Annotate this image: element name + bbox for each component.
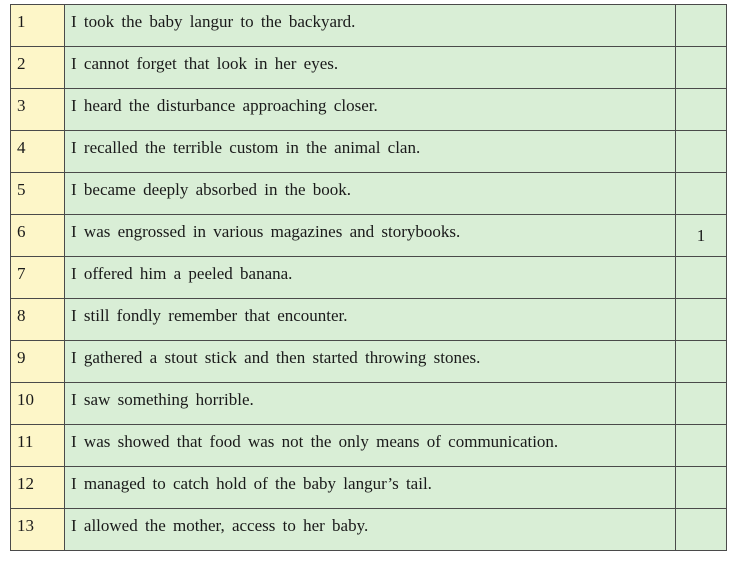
table-row [11, 89, 727, 131]
row-sentence: I offered him a peeled banana. [65, 257, 676, 299]
row-number: 11 [11, 425, 65, 467]
row-sentence: I allowed the mother, access to her baby. [65, 509, 676, 551]
sequencing-worksheet [10, 4, 725, 550]
table-row [11, 47, 727, 89]
table-row [11, 257, 727, 299]
table-row [11, 425, 727, 467]
row-sentence: I cannot forget that look in her eyes. [65, 47, 676, 89]
row-order-answer[interactable] [676, 5, 727, 47]
row-order-answer[interactable] [676, 47, 727, 89]
row-number: 9 [11, 341, 65, 383]
row-number: 5 [11, 173, 65, 215]
row-sentence: I was engrossed in various magazines and storybooks. [65, 215, 676, 257]
row-order-answer[interactable] [676, 131, 727, 173]
table-row [11, 131, 727, 173]
sequence-table [10, 4, 727, 551]
table-row [11, 509, 727, 551]
row-number: 6 [11, 215, 65, 257]
row-order-answer[interactable] [676, 173, 727, 215]
row-number: 12 [11, 467, 65, 509]
row-number: 1 [11, 5, 65, 47]
row-order-answer[interactable] [676, 383, 727, 425]
row-order-answer[interactable] [676, 257, 727, 299]
row-number: 7 [11, 257, 65, 299]
row-order-answer[interactable] [676, 341, 727, 383]
row-order-answer[interactable]: 1 [676, 215, 727, 257]
row-order-answer[interactable] [676, 299, 727, 341]
row-sentence: I still fondly remember that encounter. [65, 299, 676, 341]
table-row [11, 215, 727, 257]
table-row [11, 341, 727, 383]
row-sentence: I became deeply absorbed in the book. [65, 173, 676, 215]
row-sentence: I recalled the terrible custom in the animal clan. [65, 131, 676, 173]
row-number: 3 [11, 89, 65, 131]
table-row [11, 299, 727, 341]
row-sentence: I was showed that food was not the only means of communication. [65, 425, 676, 467]
table-row [11, 5, 727, 47]
row-order-answer[interactable] [676, 89, 727, 131]
row-sentence: I took the baby langur to the backyard. [65, 5, 676, 47]
table-row [11, 383, 727, 425]
row-order-answer[interactable] [676, 467, 727, 509]
row-number: 8 [11, 299, 65, 341]
row-order-answer[interactable] [676, 425, 727, 467]
row-sentence: I saw something horrible. [65, 383, 676, 425]
table-row [11, 173, 727, 215]
row-sentence: I gathered a stout stick and then started throwing stones. [65, 341, 676, 383]
row-number: 10 [11, 383, 65, 425]
row-number: 13 [11, 509, 65, 551]
row-number: 2 [11, 47, 65, 89]
table-row [11, 467, 727, 509]
row-order-answer[interactable] [676, 509, 727, 551]
row-number: 4 [11, 131, 65, 173]
row-sentence: I heard the disturbance approaching closer. [65, 89, 676, 131]
row-sentence: I managed to catch hold of the baby langur’s tail. [65, 467, 676, 509]
sequence-table-body [11, 5, 727, 551]
